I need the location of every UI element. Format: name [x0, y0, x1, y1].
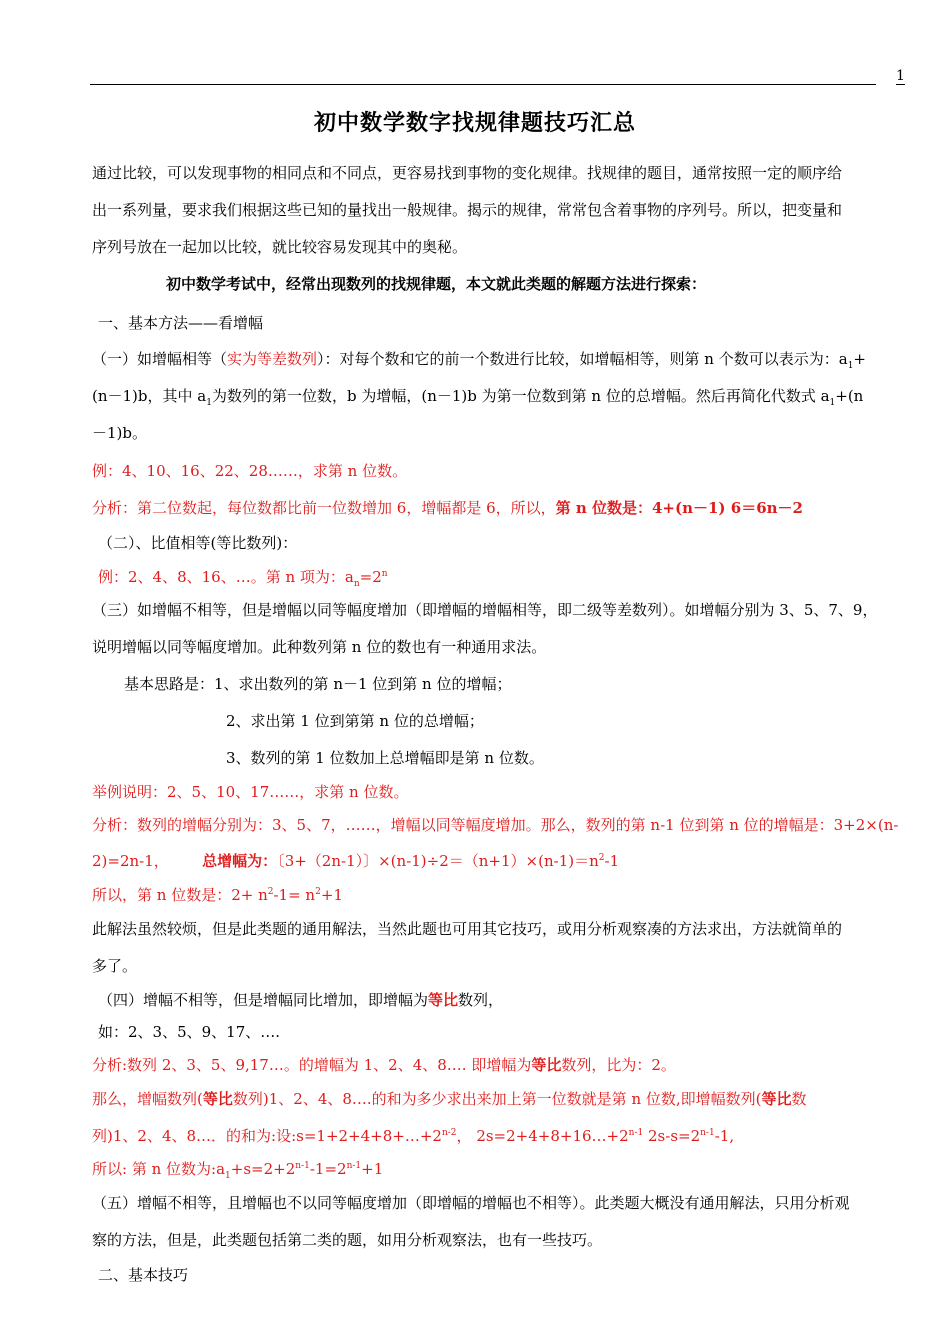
intro-line: 序列号放在一起加以比较，就比较容易发现其中的奥秘。: [92, 238, 468, 256]
analysis-line: 列)1、2、4、8…．的和为:设$:s=1+2+4+8+\dots+2^{n-2}$， $2s=2+4+8+16\dots+2^{n-1}$ $2s-s=2^{n-1}-1$,: [92, 1127, 735, 1145]
subsection-heading: （二）、比值相等(等比数列)：: [98, 534, 298, 552]
paragraph-line: 此解法虽然较烦，但是此类题的通用解法，当然此题也可用其它技巧，或用分析观察凑的方法求出，方法就简单的: [92, 920, 843, 938]
paragraph-line: （三）如增幅不相等，但是增幅以同等幅度增加（即增幅的增幅相等，即二级等差数列）。如增幅分别为 3、5、7、9，: [92, 601, 878, 619]
paragraph-line: (n－1)b，其中 $a_1$为数列的第一位数，b 为增幅，(n－1)b 为第一位数到第 n 位的总增幅。然后再简化代数式 $a_1+(n$: [92, 387, 864, 408]
paragraph-line: 察的方法，但是，此类题包括第二类的题，如用分析观察法，也有一些技巧。: [92, 1231, 603, 1249]
analysis-line: 2)=2n-1， 总增幅为：〔3+（2n-1）〕$\times(n-1)\div 2=(n+1)\times(n-1)=n^2-1$: [92, 852, 620, 870]
document-title: 初中数学数字找规律题技巧汇总: [313, 110, 636, 136]
intro-line: 通过比较，可以发现事物的相同点和不同点，更容易找到事物的变化规律。找规律的题目，通常按照一定的顺序给: [92, 164, 843, 182]
header-rule: [90, 84, 876, 85]
section-heading: 二、基本技巧: [98, 1266, 189, 1284]
analysis-line: 分析：第二位数起，每位数都比前一位数增加 6，增幅都是 6，所以，第 n 位数是：4+(n－1) 6＝6n－2: [92, 499, 803, 517]
example-line: 例：2、4、8、16、…。第 n 项为：$a_n=2^n$: [98, 568, 388, 589]
page-number: 1: [896, 68, 905, 84]
paragraph-line: （一）如增幅相等（实为等差数列）：对每个数和它的前一个数进行比较，如增幅相等，则第 n 个数可以表示为：$a_1+$: [92, 350, 866, 371]
example-line: 举例说明：2、5、10、17……，求第 n 位数。: [92, 783, 409, 801]
example-line: 如：2、3、5、9、17、….: [98, 1023, 281, 1041]
step-line: 3、数列的第 1 位数加上总增幅即是第 n 位数。: [226, 749, 544, 767]
result-line: 所以: 第 n 位数为$:a_1+s=2+2^{n-1}-1=2^{n-1}+1$: [92, 1160, 384, 1181]
subsection-heading: （四）增幅不相等，但是增幅同比增加，即增幅为等比数列，: [98, 991, 504, 1009]
intro-line: 出一系列量，要求我们根据这些已知的量找出一般规律。揭示的规律，常常包含着事物的序列号。所以，把变量和: [92, 201, 843, 219]
result-line: 所以，第 n 位数是：$2+ n^2-1= n^2+1$: [92, 886, 343, 904]
section-heading: 一、基本方法——看增幅: [98, 314, 264, 332]
analysis-line: 分析：数列的增幅分别为：3、5、7，……，增幅以同等幅度增加。那么，数列的第 n-1 位到第 n 位的增幅是：3+2×(n-: [92, 816, 899, 834]
lead-sentence: 初中数学考试中，经常出现数列的找规律题，本文就此类题的解题方法进行探索：: [166, 275, 707, 293]
paragraph-line: 多了。: [92, 957, 138, 975]
example-line: 例：4、10、16、22、28……，求第 n 位数。: [92, 462, 408, 480]
step-line: 2、求出第 1 位到第第 n 位的总增幅；: [226, 712, 484, 730]
step-line: 基本思路是：1、求出数列的第 n－1 位到第 n 位的增幅；: [124, 675, 512, 693]
paragraph-line: 说明增幅以同等幅度增加。此种数列第 n 位的数也有一种通用求法。: [92, 638, 547, 656]
paragraph-line: －1)b。: [92, 424, 147, 442]
paragraph-line: （五）增幅不相等，且增幅也不以同等幅度增加（即增幅的增幅也不相等）。此类题大概没有通用解法，只用分析观: [92, 1194, 850, 1212]
analysis-line: 分析:数列 2、3、5、9,17…。的增幅为 1、2、4、8…. 即增幅为等比数列，比为：2。: [92, 1056, 676, 1074]
analysis-line: 那么，增幅数列(等比数列)1、2、4、8….的和为多少求出来加上第一位数就是第 n 位数,即增幅数列(等比数: [92, 1090, 807, 1108]
